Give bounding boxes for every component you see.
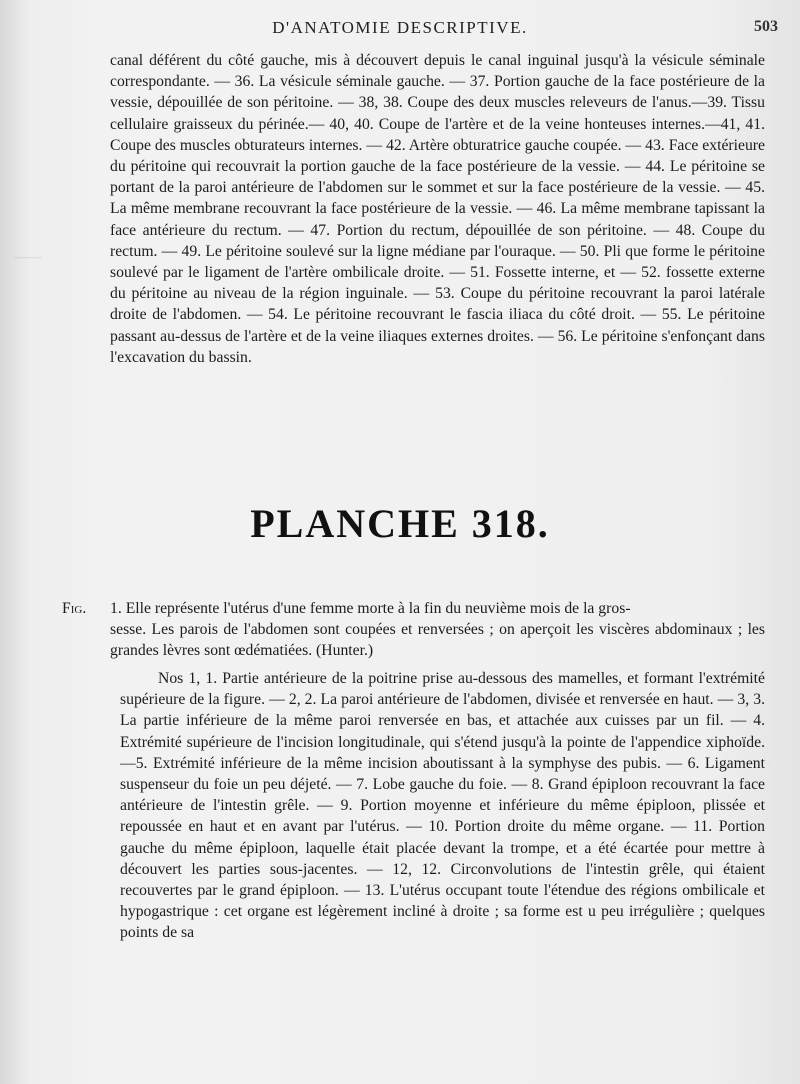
figure-caption-first-line: 1. Elle représente l'utérus d'une femme morte à la fin du neuvième mois de la gros- <box>110 600 631 617</box>
figure-description <box>62 598 765 662</box>
continued-legend-block <box>110 50 765 368</box>
running-title: D'ANATOMIE DESCRIPTIVE. <box>272 18 528 37</box>
figure-legend-block <box>120 668 765 944</box>
continued-legend-paragraph: canal déférent du côté gauche, mis à découvert depuis le canal inguinal jusqu'à la vésicule séminale correspondante. — 36. La vésicule séminale gauche. — 37. Portion gauche de la face postérieure de la vessie, dépouillée de son péritoine. — 38, 38. Coupe des deux muscles releveurs de l'anus.—39. Tissu cellulaire graisseux du périnée.— 40, 40. Coupe de l'artère et de la veine honteuses internes.—41, 41. Coupe des muscles obturateurs internes. — 42. Artère obturatrice gauche coupée. — 43. Face extérieure du péritoine qui recouvrait la portion gauche de la face postérieure de la vessie. — 44. Le péritoine se portant de la paroi antérieure de l'abdomen sur le sommet et sur la face postérieure de la vessie. — 45. La même membrane recouvrant la face postérieure de la vessie. — 46. La même membrane tapissant la face antérieure du rectum. — 47. Portion du rectum, dépouillée de son péritoine. — 48. Coupe du rectum. — 49. Le péritoine soulevé sur la ligne médiane par l'ouraque. — 50. Pli que forme le péritoine soulevé par le ligament de l'artère ombilicale droite. — 51. Fossette interne, et — 52. fossette externe du péritoine au niveau de la région inguinale. — 53. Coupe du péritoine recouvrant la paroi latérale droite de l'abdomen. — 54. Le péritoine recouvrant le fascia iliaca du côté droit. — 55. Le péritoine passant au-dessus de l'artère et de la veine iliaques externes droites. — 56. Le péritoine s'enfonçant dans l'excavation du bassin. <box>110 52 765 366</box>
bleed-through-text: —— <box>14 250 42 265</box>
figure-legend-paragraph: Nos 1, 1. Partie antérieure de la poitrine prise au-dessous des mamelles, et formant l'extrémité supérieure de la figure. — 2, 2. La paroi antérieure de l'abdomen, divisée et renversée en haut. — 3, 3. La partie inférieure de la même paroi renversée en bas, et attachée aux cuisses par un fil. — 4. Extrémité supérieure de l'incision longitudinale, qui s'étend jusqu'à la pointe de l'appendice xiphoïde.—5. Extrémité inférieure de la même incision aboutissant à la symphyse des pubis. — 6. Ligament suspenseur du foie un peu déjeté. — 7. Lobe gauche du foie. — 8. Grand épiploon recouvrant la face antérieure de l'intestin grêle. — 9. Portion moyenne et inférieure du même épiploon, plissée et repoussée en haut et en avant par l'utérus. — 10. Portion droite du même organe. — 11. Portion gauche du même épiploon, laquelle était placée devant la trompe, et a été écartée pour mettre à découvert les parties sous-jacentes. — 12, 12. Circonvolutions de l'intestin grêle, qui étaient recouvertes par le grand épiploon. — 13. L'utérus occupant toute l'étendue des régions ombilicale et hypogastrique : cet organe est légèrement incliné à droite ; sa forme est u peu irrégulière ; quelques points de sa <box>120 670 765 942</box>
running-header <box>0 18 800 48</box>
figure-caption-rest: sesse. Les parois de l'abdomen sont coupées et renversées ; on aperçoit les viscères abdominaux ; les grandes lèvres sont œdématiées. (Hunter.) <box>110 621 765 660</box>
page-number: 503 <box>754 18 778 35</box>
figure-label: Fig. <box>62 600 87 617</box>
plate-heading: PLANCHE 318. <box>250 501 550 546</box>
